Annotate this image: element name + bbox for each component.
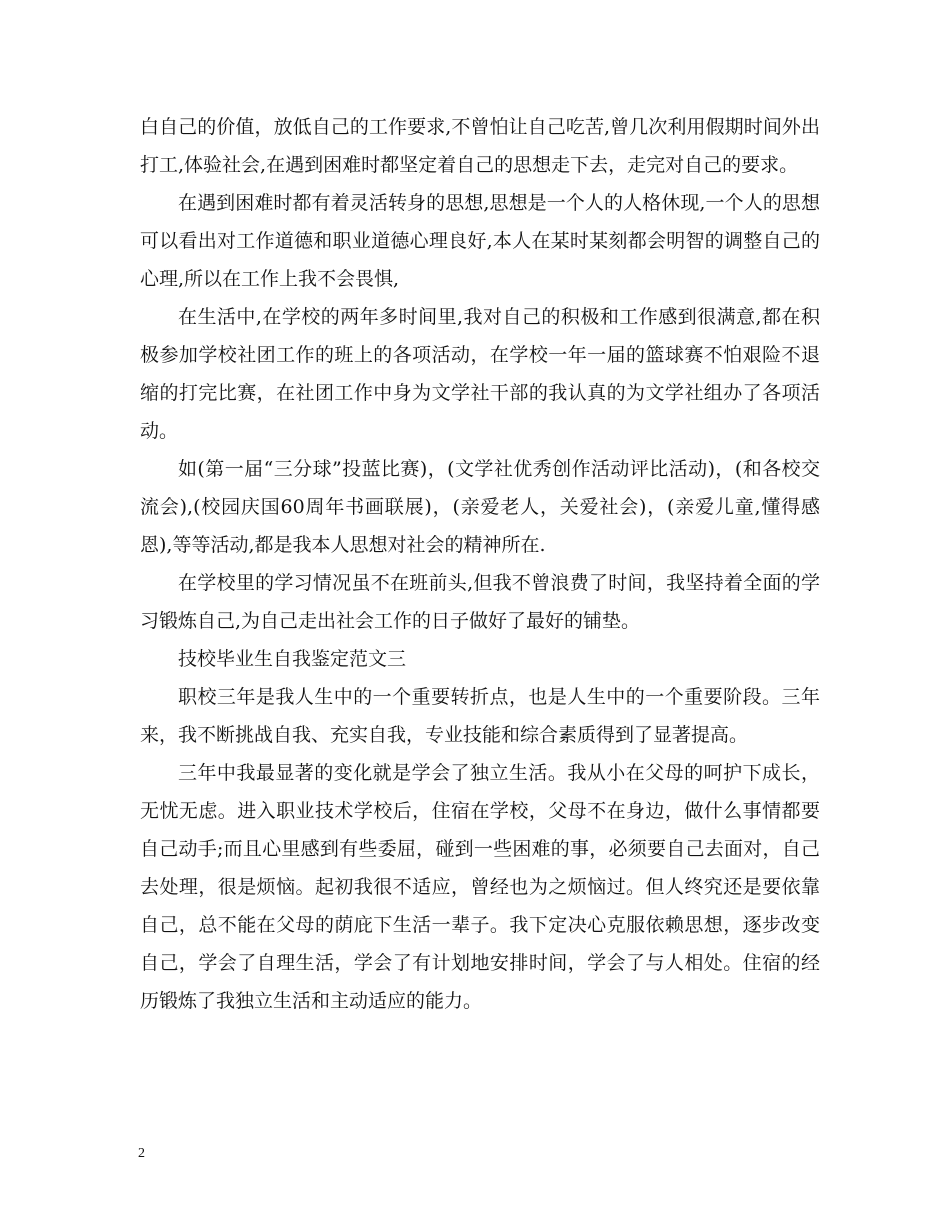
section-heading: 技校毕业生自我鉴定范文三: [178, 648, 407, 670]
paragraph-continuation: 白自己的价值，放低自己的工作要求,不曾怕让自己吃苦,曾几次利用假期时间外出打工,体验社会,在遇到困难时都坚定着自己的思想走下去，走完对自己的要求。: [140, 116, 820, 176]
document-body: [140, 108, 820, 1020]
paragraph: 如(第一届“三分球”投蓝比赛)，(文学社优秀创作活动评比活动)，(和各校交流会),(校园庆国60周年书画联展)，(亲爱老人，关爱社会)，(亲爱儿童,懂得感恩),等等活动,都是我本人思想对社会的精神所在.: [140, 458, 820, 556]
paragraph: 在学校里的学习情况虽不在班前头,但我不曾浪费了时间，我坚持着全面的学习锻炼自己,为自己走出社会工作的日子做好了最好的铺垫。: [140, 572, 820, 632]
paragraph: 在遇到困难时都有着灵活转身的思想,思想是一个人的人格休现,一个人的思想可以看出对工作道德和职业道德心理良好,本人在某时某刻都会明智的调整自己的心理,所以在工作上我不会畏惧,: [140, 192, 820, 290]
page-number: 2: [138, 1146, 145, 1161]
paragraph: 三年中我最显著的变化就是学会了独立生活。我从小在父母的呵护下成长，无忧无虑。进入职业技术学校后，住宿在学校，父母不在身边，做什么事情都要自己动手;而且心里感到有些委屈，碰到一些困难的事，必须要自己去面对，自己去处理，很是烦恼。起初我很不适应，曾经也为之烦恼过。但人终究还是要依靠自己，总不能在父母的荫庇下生活一辈子。我下定决心克服依赖思想，逐步改变自己，学会了自理生活，学会了有计划地安排时间，学会了与人相处。住宿的经历锻炼了我独立生活和主动适应的能力。: [140, 762, 820, 1012]
paragraph: 在生活中,在学校的两年多时间里,我对自己的积极和工作感到很满意,都在积极参加学校社团工作的班上的各项活动，在学校一年一届的篮球赛不怕艰险不退缩的打完比赛，在社团工作中身为文学社干部的我认真的为文学社组办了各项活动。: [140, 306, 820, 442]
paragraph: 职校三年是我人生中的一个重要转折点，也是人生中的一个重要阶段。三年来，我不断挑战自我、充实自我，专业技能和综合素质得到了显著提高。: [140, 686, 820, 746]
